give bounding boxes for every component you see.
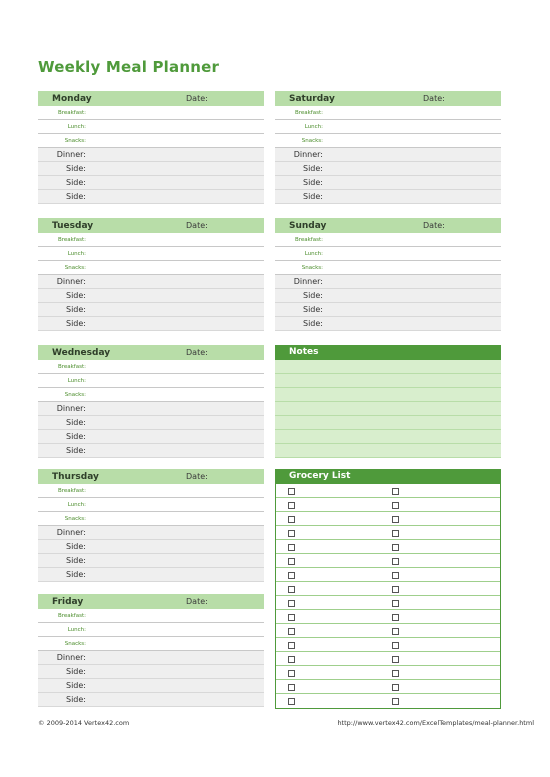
meal-row[interactable] [38,609,264,623]
checkbox[interactable] [288,530,295,537]
meal-row[interactable] [38,402,264,416]
meal-label: Side: [66,178,86,187]
meal-row[interactable] [38,190,264,204]
notes-title: Notes [289,347,319,357]
meal-label: Side: [303,164,323,173]
checkbox[interactable] [392,530,399,537]
day-header [38,218,264,233]
meal-row[interactable] [38,623,264,637]
checkbox[interactable] [288,572,295,579]
checkbox[interactable] [392,586,399,593]
day-name: Monday [52,93,92,104]
checkbox[interactable] [392,684,399,691]
meal-row[interactable] [38,388,264,402]
meal-label: Side: [66,192,86,201]
grocery-row [276,526,500,540]
day-header [38,91,264,106]
meal-row[interactable] [275,106,501,120]
meal-label: Dinner: [56,653,86,662]
meal-label: Side: [66,418,86,427]
checkbox[interactable] [392,614,399,621]
checkbox[interactable] [392,670,399,677]
meal-row[interactable] [275,275,501,289]
meal-label: Snacks: [64,138,86,144]
meal-label: Lunch: [67,124,86,130]
notes-lines [275,360,501,458]
day-block [275,91,501,204]
meal-row[interactable] [38,637,264,651]
grocery-row [276,498,500,512]
checkbox[interactable] [288,544,295,551]
meal-row[interactable] [38,106,264,120]
notes-line[interactable] [275,374,501,388]
grocery-header [275,469,501,484]
meal-label: Breakfast: [294,237,323,243]
notes-line[interactable] [275,416,501,430]
meal-label: Dinner: [56,528,86,537]
day-name: Wednesday [52,347,111,358]
day-name: Tuesday [52,220,94,231]
meal-row[interactable] [38,360,264,374]
grocery-row [276,610,500,624]
grocery-title: Grocery List [289,471,351,481]
checkbox[interactable] [288,670,295,677]
meal-row[interactable] [38,540,264,554]
meal-row[interactable] [38,498,264,512]
meal-label: Side: [66,681,86,690]
meal-row[interactable] [275,120,501,134]
meal-label: Side: [66,291,86,300]
grocery-body [275,484,501,709]
grocery-row [276,596,500,610]
notes-line[interactable] [275,388,501,402]
meal-label: Side: [303,319,323,328]
meal-label: Snacks: [64,392,86,398]
meal-label: Breakfast: [57,237,86,243]
notes-header [275,345,501,360]
meal-row[interactable] [275,233,501,247]
grocery-row [276,554,500,568]
notes-line[interactable] [275,402,501,416]
date-label: Date: [186,597,208,606]
meal-label: Snacks: [301,138,323,144]
meal-label: Side: [66,667,86,676]
meal-label: Lunch: [67,502,86,508]
meal-label: Side: [66,695,86,704]
day-header [275,91,501,106]
meal-label: Snacks: [64,516,86,522]
day-name: Sunday [289,220,327,231]
day-block [38,218,264,331]
checkbox[interactable] [288,698,295,705]
grocery-row [276,666,500,680]
meal-label: Lunch: [67,378,86,384]
checkbox[interactable] [288,684,295,691]
meal-row[interactable] [38,134,264,148]
date-label: Date: [186,472,208,481]
meal-label: Side: [303,291,323,300]
grocery-row [276,540,500,554]
meal-row[interactable] [275,190,501,204]
meal-label: Side: [66,446,86,455]
day-block [38,469,264,582]
meal-label: Breakfast: [57,364,86,370]
day-header [38,594,264,609]
checkbox[interactable] [288,488,295,495]
meal-row[interactable] [38,554,264,568]
meal-row[interactable] [38,484,264,498]
checkbox[interactable] [392,600,399,607]
meal-label: Side: [303,178,323,187]
meal-row[interactable] [38,317,264,331]
checkbox[interactable] [288,628,295,635]
meal-label: Dinner: [293,277,323,286]
meal-label: Dinner: [56,277,86,286]
grocery-row [276,694,500,708]
meal-row[interactable] [275,162,501,176]
meal-label: Side: [303,305,323,314]
meal-label: Dinner: [56,404,86,413]
meal-label: Side: [66,556,86,565]
day-header [38,469,264,484]
meal-label: Lunch: [67,251,86,257]
checkbox[interactable] [288,600,295,607]
meal-row[interactable] [275,303,501,317]
meal-row[interactable] [38,247,264,261]
footer-copyright: © 2009-2014 Vertex42.com [38,719,130,727]
checkbox[interactable] [392,656,399,663]
meal-row[interactable] [275,289,501,303]
checkbox[interactable] [392,698,399,705]
meal-row[interactable] [38,275,264,289]
page-title: Weekly Meal Planner [38,58,220,76]
notes-panel [275,345,501,458]
meal-row[interactable] [38,303,264,317]
day-name: Saturday [289,93,335,104]
footer-url[interactable]: http://www.vertex42.com/ExcelTemplates/meal-planner.html [337,719,534,727]
meal-label: Breakfast: [57,613,86,619]
meal-row[interactable] [275,261,501,275]
checkbox[interactable] [288,586,295,593]
meal-row[interactable] [275,317,501,331]
date-label: Date: [423,94,445,103]
meal-row[interactable] [38,289,264,303]
grocery-row [276,512,500,526]
meal-label: Side: [66,542,86,551]
meal-row[interactable] [38,233,264,247]
meal-row[interactable] [38,512,264,526]
meal-label: Lunch: [67,627,86,633]
grocery-row [276,624,500,638]
meal-label: Lunch: [304,124,323,130]
checkbox[interactable] [392,628,399,635]
meal-label: Side: [303,192,323,201]
day-name: Thursday [52,471,99,482]
meal-label: Dinner: [293,150,323,159]
meal-row[interactable] [38,430,264,444]
meal-label: Lunch: [304,251,323,257]
meal-row[interactable] [38,526,264,540]
checkbox[interactable] [392,488,399,495]
meal-row[interactable] [38,120,264,134]
meal-row[interactable] [38,261,264,275]
meal-row[interactable] [275,134,501,148]
checkbox[interactable] [392,502,399,509]
meal-label: Dinner: [56,150,86,159]
grocery-row [276,638,500,652]
day-block [38,91,264,204]
day-block [38,345,264,458]
meal-row[interactable] [38,651,264,665]
checkbox[interactable] [288,614,295,621]
meal-label: Side: [66,319,86,328]
day-header [275,218,501,233]
meal-label: Snacks: [64,265,86,271]
grocery-row [276,568,500,582]
day-name: Friday [52,596,84,607]
checkbox[interactable] [288,558,295,565]
meal-label: Side: [66,305,86,314]
checkbox[interactable] [392,516,399,523]
date-label: Date: [186,348,208,357]
grocery-list-panel [275,469,501,709]
meal-row[interactable] [38,568,264,582]
meal-label: Snacks: [301,265,323,271]
meal-row[interactable] [38,693,264,707]
notes-line[interactable] [275,360,501,374]
meal-row[interactable] [38,444,264,458]
meal-label: Snacks: [64,641,86,647]
grocery-row [276,680,500,694]
meal-row[interactable] [38,148,264,162]
checkbox[interactable] [288,656,295,663]
meal-row[interactable] [38,374,264,388]
checkbox[interactable] [288,642,295,649]
meal-row[interactable] [38,416,264,430]
checkbox[interactable] [392,544,399,551]
day-block [38,594,264,707]
checkbox[interactable] [288,516,295,523]
day-block [275,218,501,331]
checkbox[interactable] [392,558,399,565]
checkbox[interactable] [288,502,295,509]
meal-row[interactable] [38,665,264,679]
meal-label: Side: [66,164,86,173]
notes-line[interactable] [275,444,501,458]
meal-label: Side: [66,570,86,579]
date-label: Date: [186,94,208,103]
date-label: Date: [186,221,208,230]
meal-row[interactable] [275,247,501,261]
meal-row[interactable] [38,679,264,693]
grocery-row [276,582,500,596]
grocery-row [276,484,500,498]
checkbox[interactable] [392,572,399,579]
meal-label: Breakfast: [57,488,86,494]
date-label: Date: [423,221,445,230]
meal-label: Breakfast: [57,110,86,116]
checkbox[interactable] [392,642,399,649]
meal-label: Breakfast: [294,110,323,116]
grocery-row [276,652,500,666]
notes-line[interactable] [275,430,501,444]
meal-row[interactable] [38,176,264,190]
meal-row[interactable] [38,162,264,176]
meal-row[interactable] [275,176,501,190]
meal-row[interactable] [275,148,501,162]
meal-label: Side: [66,432,86,441]
day-header [38,345,264,360]
